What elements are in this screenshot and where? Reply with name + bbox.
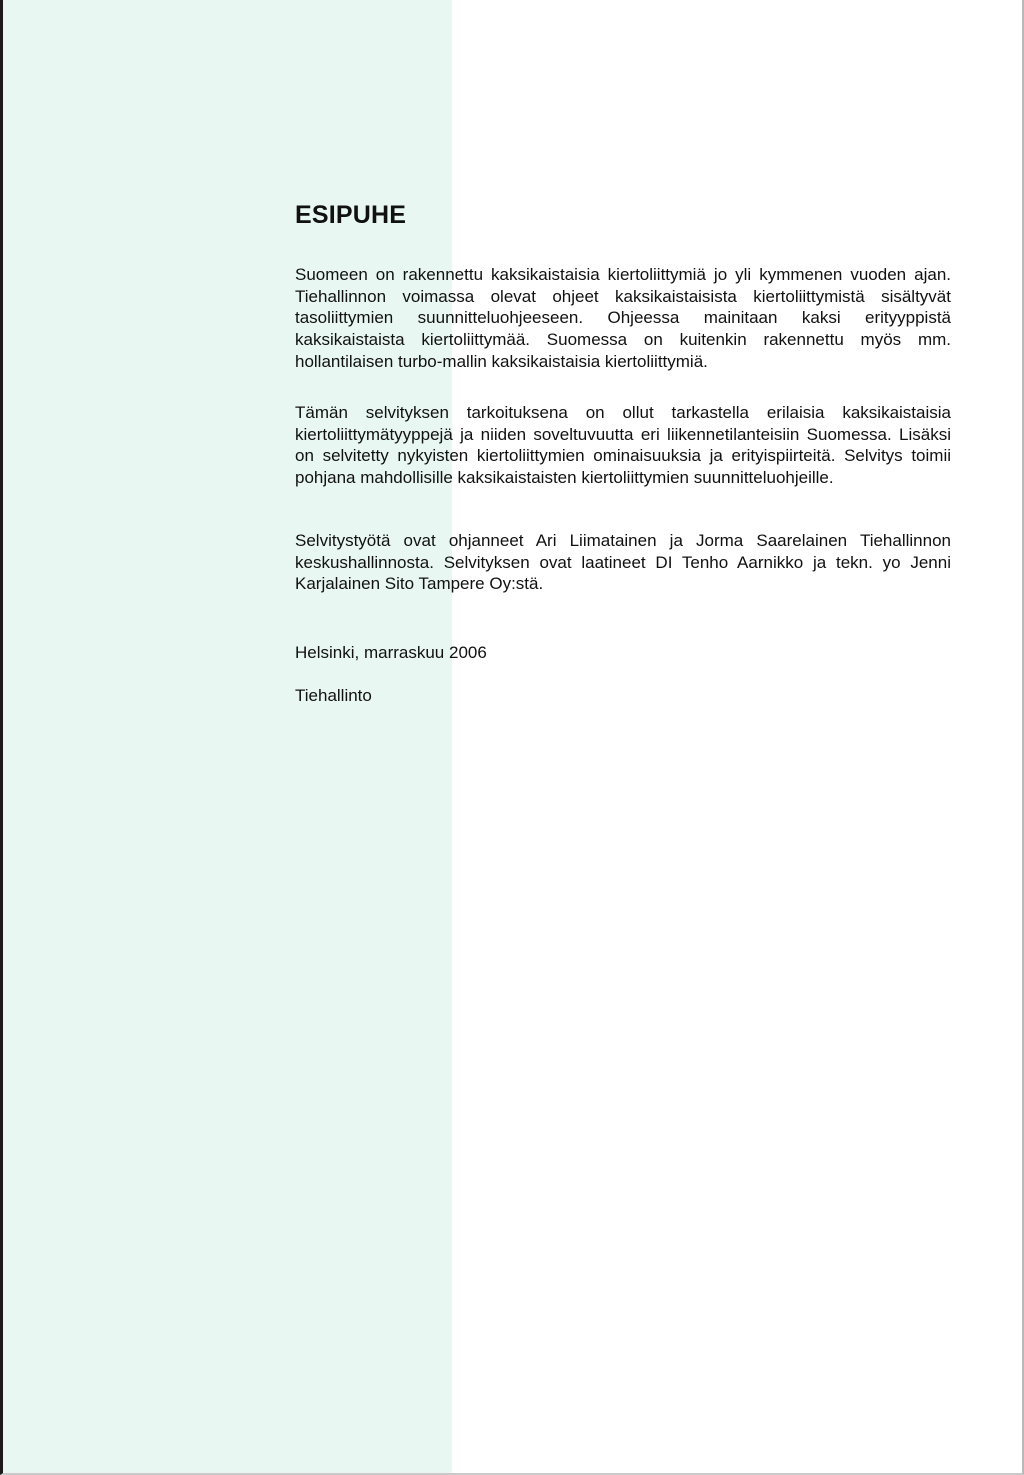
place-date: Helsinki, marraskuu 2006 bbox=[295, 643, 487, 662]
organization-signature: Tiehallinto bbox=[295, 686, 372, 705]
paragraph-1: Suomeen on rakennettu kaksikaistaisia kiertoliittymiä jo yli kymmenen vuoden ajan. Tiehallinnon voimassa olevat ohjeet kaksikaistaisista kiertoliittymistä sisältyvät tasoliittymien suunnitteluohjeeseen. Ohjeessa mainitaan kaksi erityyppistä kaksikaistaista kiertoliittymää. Suomessa on kuitenkin rakennettu myös mm. hollantilaisen turbo-mallin kaksikaistaisia kiertoliittymiä. bbox=[295, 265, 951, 371]
paragraph-3: Selvitystyötä ovat ohjanneet Ari Liimatainen ja Jorma Saarelainen Tiehallinnon keskushallinnosta. Selvityksen ovat laatineet DI Tenho Aarnikko ja tekn. yo Jenni Karjalainen Sito Tampere Oy:stä. bbox=[295, 531, 951, 594]
page-title: ESIPUHE bbox=[295, 201, 407, 229]
paragraph-2: Tämän selvityksen tarkoituksena on ollut tarkastella erilaisia kaksikaistaisia kiertoliittymätyyppejä ja niiden soveltuvuutta eri liikennetilanteisiin Suomessa. Lisäksi on selvitetty nykyisten kiertoliittymien ominaisuuksia ja erityispiirteitä. Selvitys toimii pohjana mahdollisille kaksikaistaisten kiertoliittymien suunnitteluohjeille. bbox=[295, 403, 951, 488]
